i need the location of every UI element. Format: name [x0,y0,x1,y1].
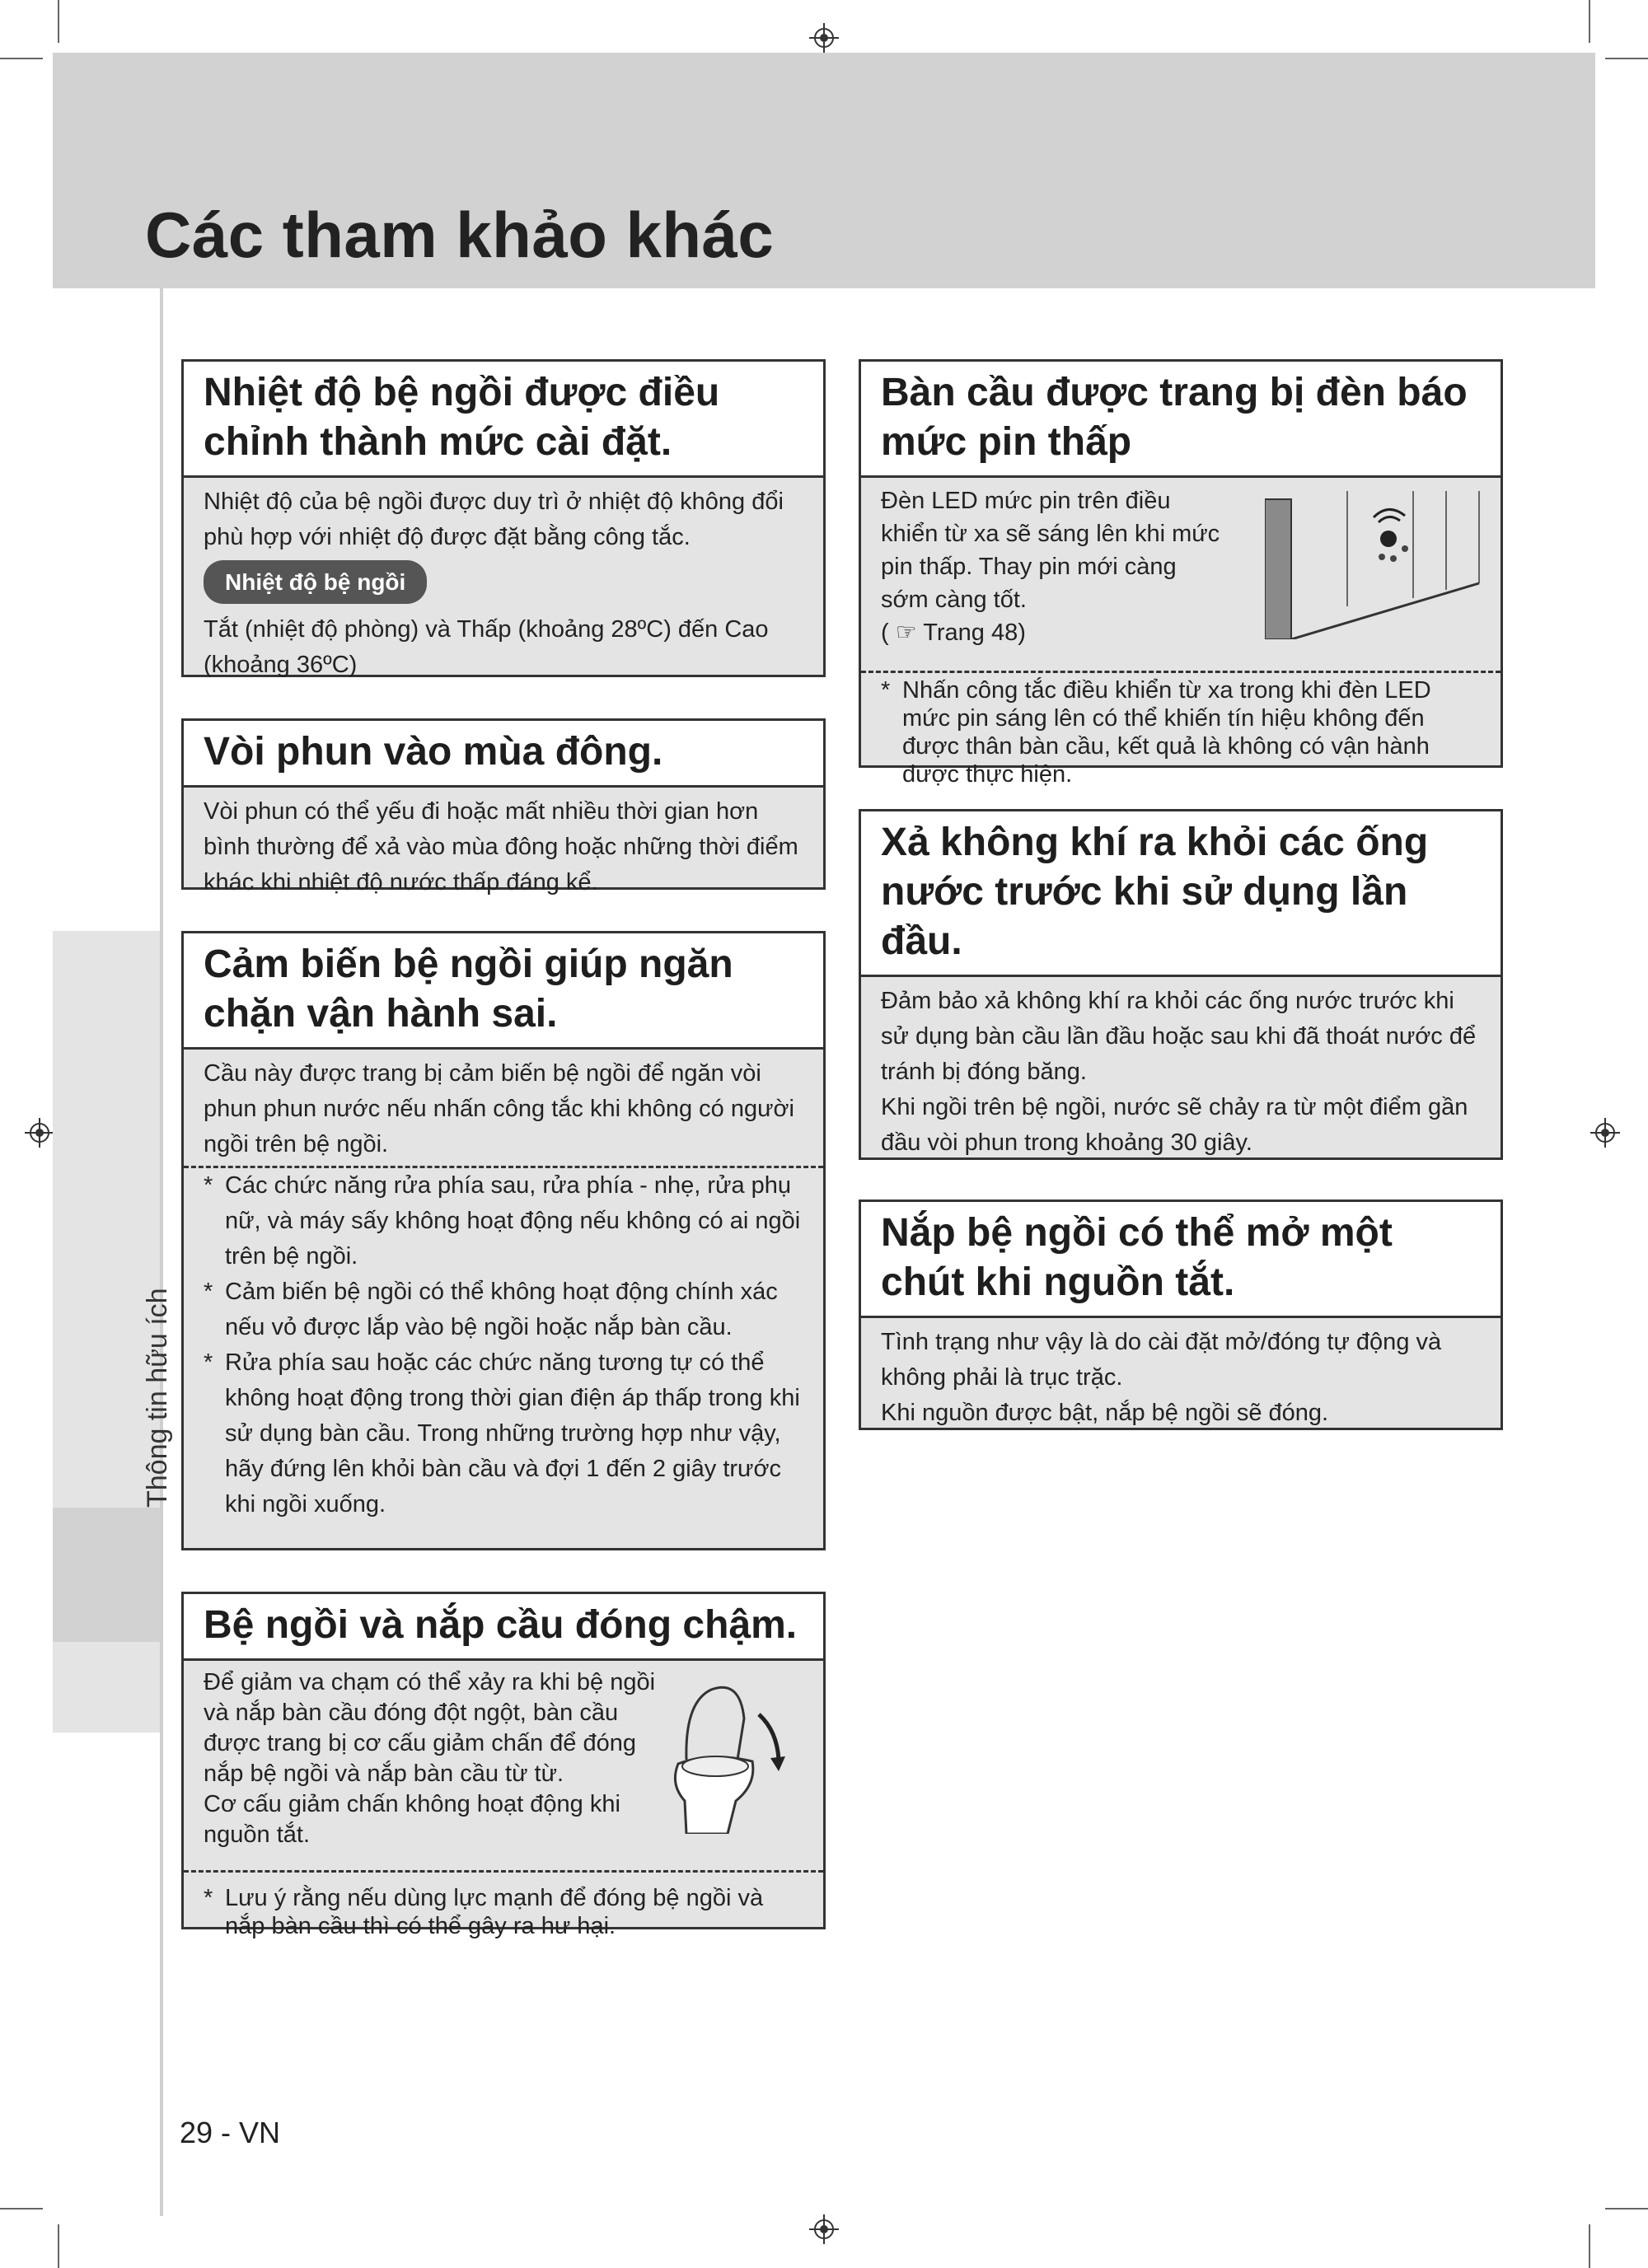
crop-mark [1605,58,1648,59]
page-number: 29 - VN [180,2116,281,2149]
crop-mark [0,58,43,59]
note-item: * Nhấn công tắc điều khiển từ xa trong khi đèn LED mức pin sáng lên có thể khiến tín hiệu không đến được thân bàn cầu, kết quả là không có vận hành được thực hiện. [881,677,1431,788]
toilet-icon [662,1669,785,1834]
page-title: Các tham khảo khác [145,199,775,271]
side-tab-marker [53,1508,160,1642]
remote-control-icon [1265,483,1487,639]
registration-mark-icon [809,2214,839,2244]
section-body [184,788,823,905]
crop-mark [1589,2224,1590,2268]
section-title: Xả không khí ra khỏi các ống nước trước khi sử dụng lần đầu. [861,811,1501,977]
crop-mark [58,0,59,43]
section-air-purge [859,809,1503,1160]
note-item: * Các chức năng rửa phía sau, rửa phía - nhẹ, rửa phụ nữ, và máy sấy không hoạt động nếu không có ai ngồi trên bệ ngồi. [204,1172,801,1270]
section-body [184,478,823,688]
section-title: Nhiệt độ bệ ngồi được điều chỉnh thành mức cài đặt. [184,362,823,478]
page-reference: ( ☞ Trang 48) [881,620,1026,646]
dashed-divider [861,671,1501,673]
body-text: Đèn LED mức pin trên điều khiển từ xa sẽ sáng lên khi mức pin thấp. Thay pin mới càng sớm càng tốt. [881,488,1220,613]
section-winter-nozzle [181,718,826,896]
note-item: * Rửa phía sau hoặc các chức năng tương tự có thể không hoạt động trong thời gian điện áp thấp trong khi sử dụng bàn cầu. Trong những trường hợp như vậy, hãy đứng lên khỏi bàn cầu và đợi 1 đến 2 giây trước khi ngồi xuống. [204,1349,800,1517]
section-title: Vòi phun vào mùa đông. [184,721,823,788]
note-item: * Lưu ý rằng nếu dùng lực mạnh để đóng bệ ngồi và nắp bàn cầu thì có thể gây ra hư hại. [204,1885,764,1939]
body-text: Cầu này được trang bị cảm biến bệ ngồi để ngăn vòi phun phun nước nếu nhấn công tắc khi không có người ngồi trên bệ ngồi. [204,1060,794,1157]
section-body [184,1050,823,1527]
section-title: Cảm biến bệ ngồi giúp ngăn chặn vận hành sai. [184,933,823,1050]
section-seat-sensor [181,931,826,1550]
section-title: Nắp bệ ngồi có thể mở một chút khi nguồn tắt. [861,1202,1501,1318]
section-body [861,478,1501,793]
body-text: Tình trạng như vậy là do cài đặt mở/đóng tự động và không phải là trục trặc. [881,1329,1442,1391]
section-seat-temperature [181,359,826,677]
body-text: Khi nguồn được bật, nắp bệ ngồi sẽ đóng. [881,1400,1329,1426]
crop-mark [1589,0,1590,43]
section-body [861,977,1501,1166]
dashed-divider [184,1870,823,1873]
crop-mark [1605,2208,1648,2210]
crop-mark [58,2224,59,2268]
body-text: Cơ cấu giảm chấn không hoạt động khi nguồn tắt. [204,1791,620,1848]
section-title: Bàn cầu được trang bị đèn báo mức pin thấp [861,362,1501,478]
crop-mark [0,2208,43,2210]
registration-mark-icon [1590,1118,1620,1148]
registration-mark-icon [25,1118,54,1148]
section-slow-close [181,1592,826,1939]
section-battery-indicator [859,359,1503,788]
setting-badge: Nhiệt độ bệ ngồi [204,560,427,604]
body-text: Nhiệt độ của bệ ngồi được duy trì ở nhiệt độ không đổi phù hợp với nhiệt độ được đặt bằng công tắc. [204,489,784,550]
section-lid-open [859,1199,1503,1430]
section-body [184,1661,823,1945]
range-text: Tắt (nhiệt độ phòng) và Thấp (khoảng 28ºC) đến Cao (khoảng 36ºC) [204,616,769,678]
note-item: * Cảm biến bệ ngồi có thể không hoạt động chính xác nếu vỏ được lắp vào bệ ngồi hoặc nắp bàn cầu. [204,1279,778,1340]
body-text: Vòi phun có thể yếu đi hoặc mất nhiều thời gian hơn bình thường để xả vào mùa đông hoặc những thời điểm khác khi nhiệt độ nước thấp đáng kể. [204,798,798,896]
section-body [861,1318,1501,1436]
side-rule [160,288,163,2216]
side-tab [53,1642,160,1733]
body-text: Để giảm va chạm có thể xảy ra khi bệ ngồi và nắp bàn cầu đóng đột ngột, bàn cầu được trang bị cơ cấu giảm chấn để đóng nắp bệ ngồi và nắp bàn cầu từ từ. [204,1669,656,1787]
section-title: Bệ ngồi và nắp cầu đóng chậm. [184,1594,823,1661]
body-text: Đảm bảo xả không khí ra khỏi các ống nước trước khi sử dụng bàn cầu lần đầu hoặc sau khi đã thoát nước để tránh bị đóng băng. [881,988,1477,1085]
body-text: Khi ngồi trên bệ ngồi, nước sẽ chảy ra từ một điểm gần đầu vòi phun trong khoảng 30 giây. [881,1094,1468,1156]
registration-mark-icon [809,23,839,53]
side-section-label: Thông tin hữu ích [142,1288,173,1508]
page-header [53,53,1595,288]
